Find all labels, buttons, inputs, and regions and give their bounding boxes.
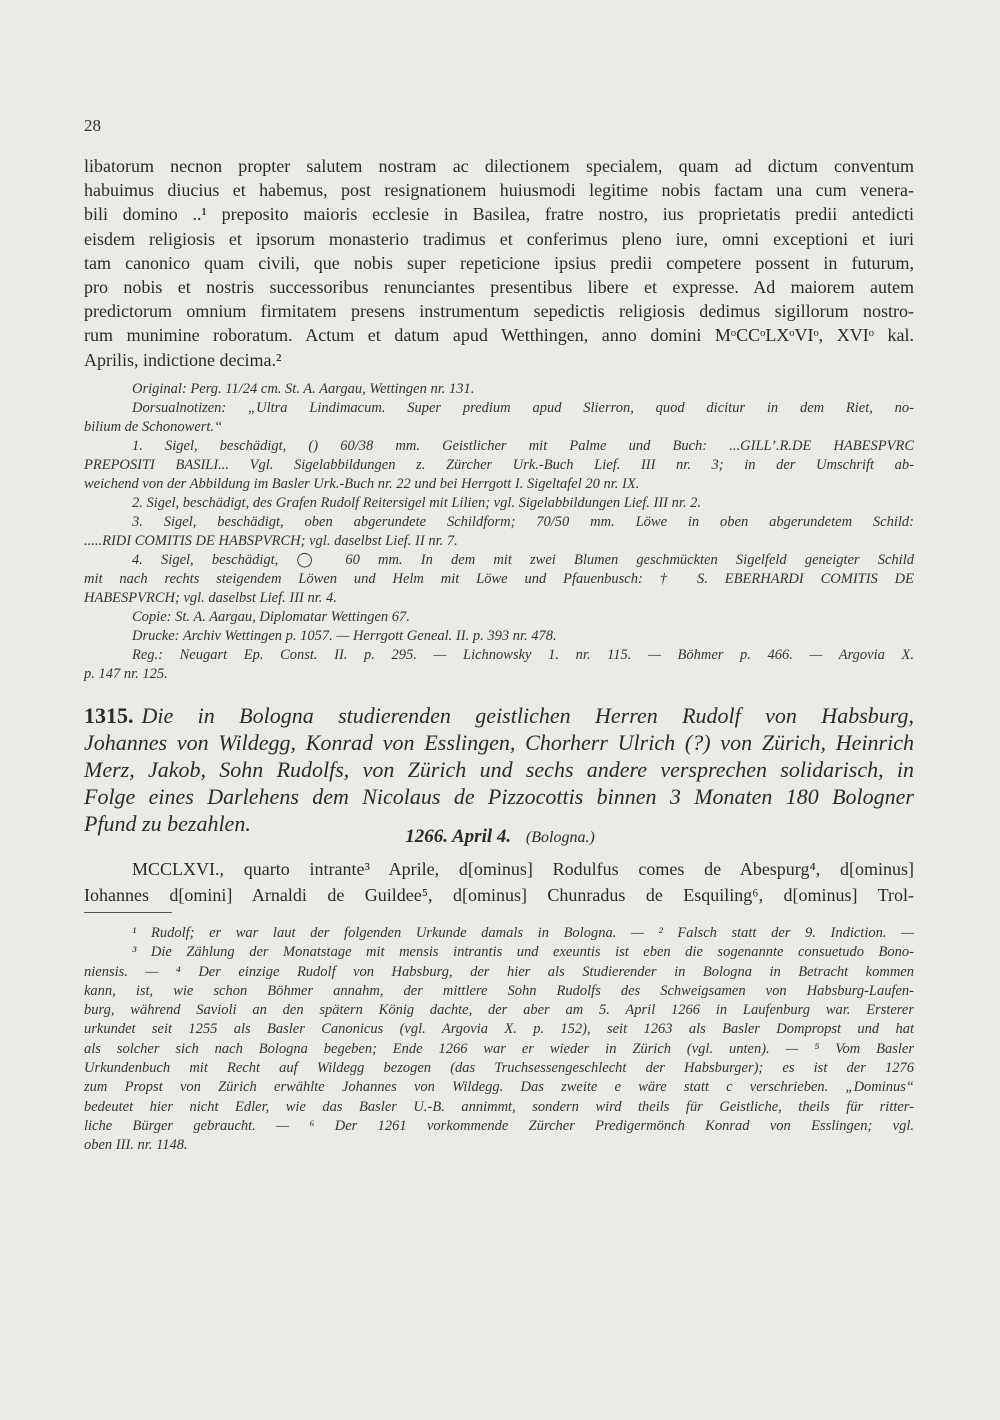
body-line: bili domino ..¹ preposito maioris ecclesie in Basilea, fratre nostro, ius proprietatis predii antedicti xyxy=(84,204,914,225)
entry-place: (Bologna.) xyxy=(525,829,595,846)
footnote-line: oben III. nr. 1148. xyxy=(84,1137,188,1154)
entry-date-line xyxy=(0,826,1000,848)
entry-number: 1315. xyxy=(84,703,134,728)
body-line: Aprilis, indictione decima.² xyxy=(84,349,282,370)
body-line: pro nobis et nostris successoribus renunciantes presentibus libere et expresse. Ad maiorem autem xyxy=(84,277,914,298)
footnote-line: ³ Die Zählung der Monatstage mit mensis intrantis und exeuntis ist eben die sogenannte consuetudo Bono- xyxy=(132,944,914,961)
note-line: weichend von der Abbildung im Basler Urk.-Buch nr. 22 und bei Herrgott I. Sigeltafel 20 nr. IX. xyxy=(84,476,640,492)
note-line: PREPOSITI BASILI... Vgl. Sigelabbildungen z. Zürcher Urk.-Buch Lief. III nr. 3; in der Umschrift ab- xyxy=(84,457,914,473)
entry-heading xyxy=(84,702,914,837)
entry-title-line: Pfund zu bezahlen. xyxy=(84,811,251,836)
note-regesten: Reg.: Neugart Ep. Const. II. p. 295. — Lichnowsky 1. nr. 115. — Böhmer p. 466. — Argovia X. xyxy=(132,647,914,663)
footnotes xyxy=(84,924,914,1156)
entry-body-line: Iohannes d[omini] Arnaldi de Guildee⁵, d[ominus] Chunradus de Esquiling⁶, d[ominus] Trol- xyxy=(84,885,914,905)
note-line: .....RIDI COMITIS DE HABSPVRCH; vgl. daselbst Lief. II nr. 7. xyxy=(84,533,458,549)
footnote-line: liche Bürger gebraucht. — ⁶ Der 1261 vorkommende Zürcher Predigermönch Konrad von Esslingen; vgl. xyxy=(84,1117,914,1134)
note-line: mit nach rechts steigendem Löwen und Helm mit Löwe und Pfauenbusch: † S. EBERHARDI COMITIS DE xyxy=(84,571,914,587)
note-copie: Copie: St. A. Aargau, Diplomatar Wettingen 67. xyxy=(132,609,410,625)
note-dorsual: Dorsualnotizen: „Ultra Lindimacum. Super predium apud Slierron, quod dicitur in dem Riet, no- xyxy=(132,400,914,416)
archival-notes xyxy=(84,380,914,684)
note-drucke: Drucke: Archiv Wettingen p. 1057. — Herrgott Geneal. II. p. 393 nr. 478. xyxy=(132,628,557,644)
footnote-line: niensis. — ⁴ Der einzige Rudolf von Habsburg, der hier als Studierender in Bologna in Betracht kommen xyxy=(84,963,914,980)
entry-date: 1266. April 4. xyxy=(405,826,512,847)
entry-title-line: Folge eines Darlehens dem Nicolaus de Pizzocottis binnen 3 Monaten 180 Bologner xyxy=(84,784,914,809)
body-line: tam canonico quam civili, que nobis super repeticione ipsius predii competere possent in futurum, xyxy=(84,252,914,273)
entry-body xyxy=(84,856,914,908)
footnote-rule xyxy=(84,912,172,913)
footnote-line: bedeutet hier nicht Edler, wie das Basler U.-B. annimmt, sondern wird theils für Geistliche, theils für ritter- xyxy=(84,1098,914,1115)
note-seal-4: 4. Sigel, beschädigt, ◯ 60 mm. In dem mit zwei Blumen geschmückten Sigelfeld geneigter Schild xyxy=(132,552,914,568)
body-line: predictorum omnium firmitatem presens instrumentum sepedictis religiosis dedimus sigillorum nostro- xyxy=(84,301,914,322)
note-original: Original: Perg. 11/24 cm. St. A. Aargau, Wettingen nr. 131. xyxy=(132,381,475,397)
note-line: HABESPVRCH; vgl. daselbst Lief. III nr. 4. xyxy=(84,590,337,606)
page-number: 28 xyxy=(84,116,101,135)
document-body xyxy=(84,154,914,372)
footnote-line: zum Propst von Zürich erwählte Johannes von Wildegg. Das zweite e wäre statt c verschrieben. „Dominus“ xyxy=(84,1079,914,1096)
body-line: rum munimine roboratum. Actum et datum apud Wetthingen, anno domini MᵒCCᵒLXᵒVIᵒ, XVIᵒ kal. xyxy=(84,325,914,346)
footnote-line: burg, während Savioli an den spätern König dachte, der aber am 5. April 1266 in Laufenburg war. Ersterer xyxy=(84,1002,914,1019)
body-line: habuimus diucius et habemus, post resignationem huiusmodi legitime nobis factam una cum venera- xyxy=(84,180,914,201)
entry-title-line: Merz, Jakob, Sohn Rudolfs, von Zürich und sechs andere versprechen solidarisch, in xyxy=(84,757,914,782)
footnote-line: Urkundenbuch mit Recht auf Wildegg bezogen (das Truchsessengeschlecht der Habsburger); es ist der 1276 xyxy=(84,1060,914,1077)
entry-body-line: MCCLXVI., quarto intrante³ Aprile, d[ominus] Rodulfus comes de Abespurg⁴, d[ominus] xyxy=(132,859,914,879)
note-line: p. 147 nr. 125. xyxy=(84,666,168,682)
footnote-line: ¹ Rudolf; er war laut der folgenden Urkunde damals in Bologna. — ² Falsch statt der 9. Indiction. — xyxy=(132,925,914,941)
body-line: libatorum necnon propter salutem nostram ac dilectionem specialem, quam ad dictum conventum xyxy=(84,156,914,176)
body-line: eisdem religiosis et ipsorum monasterio tradimus et conferimus pleno iure, omni exceptioni et iuri xyxy=(84,228,914,249)
note-seal-3: 3. Sigel, beschädigt, oben abgerundete Schildform; 70/50 mm. Löwe in oben abgerundetem Schild: xyxy=(132,514,914,530)
footnote-line: urkundet seit 1255 als Basler Canonicus (vgl. Argovia X. p. 152), seit 1263 als Basler Dompropst und hat xyxy=(84,1021,914,1038)
note-seal-2: 2. Sigel, beschädigt, des Grafen Rudolf Reitersigel mit Lilien; vgl. Sigelabbildungen Lief. III nr. 2. xyxy=(132,495,702,511)
entry-title-line: Johannes von Wildegg, Konrad von Esslingen, Chorherr Ulrich (?) von Zürich, Heinrich xyxy=(84,730,914,755)
footnote-line: als solcher sich nach Bologna begeben; Ende 1266 war er wieder in Zürich (vgl. unten). — ⁵ Vom Basler xyxy=(84,1040,914,1057)
note-line: bilium de Schonowert.“ xyxy=(84,419,223,435)
footnote-line: kann, ist, wie schon Böhmer annahm, der mittlere Sohn Rudolfs des Schweigsamen von Habsburg-Laufen- xyxy=(84,982,914,999)
note-seal-1: 1. Sigel, beschädigt, () 60/38 mm. Geistlicher mit Palme und Buch: ...GILL’.R.DE HABESPVRC xyxy=(132,438,914,454)
entry-title-line: Die in Bologna studierenden geistlichen Herren Rudolf von Habsburg, xyxy=(141,703,914,728)
